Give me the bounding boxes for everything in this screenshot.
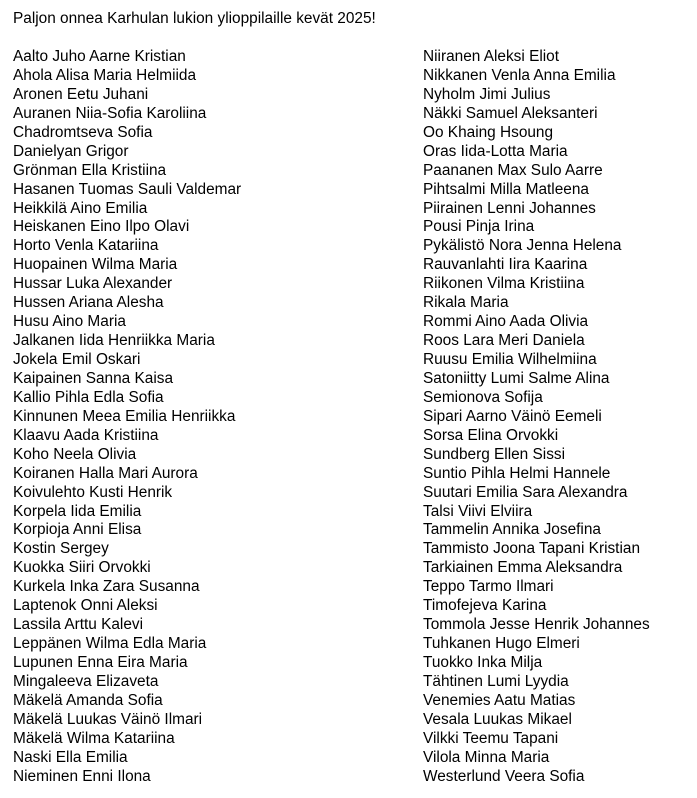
- graduate-name: Tammisto Joona Tapani Kristian: [423, 540, 640, 558]
- graduate-name: Semionova Sofija: [423, 388, 543, 406]
- graduate-name: Mingaleeva Elizaveta: [13, 672, 159, 690]
- graduate-name: Venemies Aatu Matias: [423, 691, 576, 709]
- graduate-name: Mäkelä Luukas Väinö Ilmari: [13, 710, 203, 728]
- graduate-name: Sipari Aarno Väinö Eemeli: [423, 407, 602, 425]
- graduate-name: Hussen Ariana Alesha: [13, 294, 164, 312]
- graduate-name: Kinnunen Meea Emilia Henriikka: [13, 407, 236, 425]
- graduate-name: Vesala Luukas Mikael: [423, 710, 572, 728]
- graduate-name: Tarkiainen Emma Aleksandra: [423, 559, 623, 577]
- graduate-name: Koivulehto Kusti Henrik: [13, 483, 173, 501]
- graduate-name: Pykälistö Nora Jenna Helena: [423, 237, 622, 255]
- graduate-name: Hasanen Tuomas Sauli Valdemar: [13, 180, 242, 198]
- graduate-name: Heiskanen Eino Ilpo Olavi: [13, 218, 190, 236]
- graduate-name: Sundberg Ellen Sissi: [423, 445, 566, 463]
- graduate-name: Oras Iida-Lotta Maria: [423, 142, 568, 160]
- graduate-name: Nikkanen Venla Anna Emilia: [423, 66, 616, 84]
- right-name-column: [423, 48, 650, 787]
- graduate-name: Chadromtseva Sofia: [13, 123, 153, 141]
- graduate-name: Talsi Viivi Elviira: [423, 502, 533, 520]
- graduate-name: Huopainen Wilma Maria: [13, 256, 178, 274]
- graduate-name: Timofejeva Karina: [423, 597, 547, 615]
- graduate-name: Tuhkanen Hugo Elmeri: [423, 635, 580, 653]
- graduate-name: Naski Ella Emilia: [13, 748, 128, 766]
- graduate-name: Korpioja Anni Elisa: [13, 521, 142, 539]
- graduate-name: Oo Khaing Hsoung: [423, 123, 554, 141]
- graduate-name: Leppänen Wilma Edla Maria: [13, 635, 207, 653]
- graduate-name: Tammelin Annika Josefina: [423, 521, 601, 539]
- graduate-name: Koho Neela Olivia: [13, 445, 137, 463]
- graduate-name: Auranen Niia-Sofia Karoliina: [13, 104, 207, 122]
- graduate-name: Westerlund Veera Sofia: [423, 767, 585, 785]
- graduate-name: Rauvanlahti Iira Kaarina: [423, 256, 588, 274]
- graduate-name: Mäkelä Wilma Katariina: [13, 729, 175, 747]
- graduate-name: Näkki Samuel Aleksanteri: [423, 104, 598, 122]
- graduate-name: Jokela Emil Oskari: [13, 351, 141, 368]
- graduate-name: Kurkela Inka Zara Susanna: [13, 578, 200, 596]
- graduate-name: Riikonen Vilma Kristiina: [423, 275, 585, 293]
- graduate-name: Kostin Sergey: [13, 540, 109, 558]
- graduate-name: Nieminen Enni Ilona: [13, 767, 151, 785]
- graduate-name: Rommi Aino Aada Olivia: [423, 313, 589, 331]
- graduate-name: Tuokko Inka Milja: [423, 654, 543, 671]
- graduate-name: Kallio Pihla Edla Sofia: [13, 388, 164, 406]
- graduate-name: Klaavu Aada Kristiina: [13, 426, 159, 444]
- graduate-name: Vilkki Teemu Tapani: [423, 729, 559, 747]
- graduate-name: Heikkilä Aino Emilia: [13, 199, 148, 217]
- graduate-name: Korpela Iida Emilia: [13, 502, 142, 520]
- graduate-name: Vilola Minna Maria: [423, 748, 550, 766]
- left-name-column: [13, 48, 241, 787]
- graduate-name: Suutari Emilia Sara Alexandra: [423, 483, 628, 501]
- graduate-name: Teppo Tarmo Ilmari: [423, 578, 554, 596]
- graduate-name: Kaipainen Sanna Kaisa: [13, 369, 174, 387]
- graduate-name: Danielyan Grigor: [13, 142, 129, 160]
- graduate-name: Tommola Jesse Henrik Johannes: [423, 616, 650, 634]
- graduate-name: Horto Venla Katariina: [13, 237, 159, 255]
- graduate-name: Ahola Alisa Maria Helmiida: [13, 66, 197, 84]
- graduate-name: Mäkelä Amanda Sofia: [13, 691, 163, 709]
- graduate-name: Satoniitty Lumi Salme Alina: [423, 369, 610, 387]
- document-title: Paljon onnea Karhulan lukion ylioppilaille kevät 2025!: [13, 10, 376, 27]
- graduate-name: Pousi Pinja Irina: [423, 218, 535, 236]
- graduate-name: Husu Aino Maria: [13, 313, 126, 331]
- graduate-name: Paananen Max Sulo Aarre: [423, 161, 603, 179]
- graduate-name: Rikala Maria: [423, 294, 509, 312]
- graduate-name: Laptenok Onni Aleksi: [13, 597, 158, 615]
- graduate-name: Aronen Eetu Juhani: [13, 85, 149, 103]
- graduate-name: Sorsa Elina Orvokki: [423, 426, 559, 444]
- graduate-name: Kuokka Siiri Orvokki: [13, 559, 151, 577]
- graduate-name: Lupunen Enna Eira Maria: [13, 654, 188, 671]
- graduate-name: Jalkanen Iida Henriikka Maria: [13, 332, 215, 350]
- graduate-name: Niiranen Aleksi Eliot: [423, 48, 560, 65]
- graduate-name: Nyholm Jimi Julius: [423, 85, 551, 103]
- graduate-name: Ruusu Emilia Wilhelmiina: [423, 351, 597, 368]
- graduate-name: Grönman Ella Kristiina: [13, 161, 167, 179]
- graduate-name: Pihtsalmi Milla Matleena: [423, 180, 589, 198]
- graduate-name: Tähtinen Lumi Lyydia: [423, 672, 569, 690]
- graduate-name: Koiranen Halla Mari Aurora: [13, 464, 198, 482]
- graduate-name: Aalto Juho Aarne Kristian: [13, 48, 186, 65]
- graduate-name: Hussar Luka Alexander: [13, 275, 173, 293]
- graduate-name: Suntio Pihla Helmi Hannele: [423, 464, 611, 482]
- graduate-name: Piirainen Lenni Johannes: [423, 199, 596, 217]
- graduate-name: Lassila Arttu Kalevi: [13, 616, 144, 634]
- graduate-name: Roos Lara Meri Daniela: [423, 332, 585, 350]
